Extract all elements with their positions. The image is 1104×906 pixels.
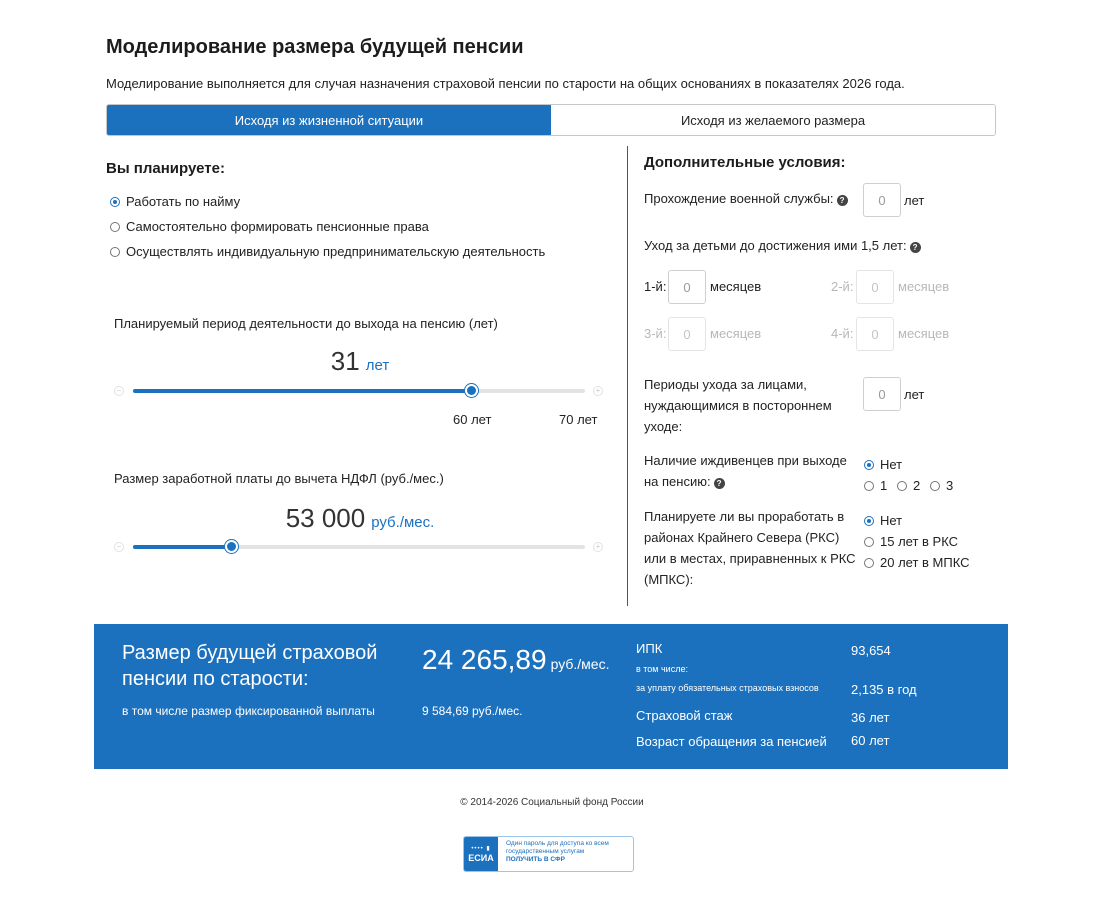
north-label-line-3: или в местах, приравненных к РКС (644, 551, 856, 566)
period-increment-button[interactable]: + (593, 386, 603, 396)
radio-north-none[interactable] (864, 516, 874, 526)
dependents-option-1-label: 1 (880, 478, 888, 493)
option-self-forming[interactable] (110, 219, 429, 234)
period-slider-handle[interactable] (465, 384, 478, 397)
fixed-payment-label: в том числе размер фиксированной выплаты (122, 704, 375, 718)
pension-amount-unit: руб./мес. (550, 656, 610, 672)
north-label-line-4: (МПКС): (644, 572, 694, 587)
fixed-payment-value: 9 584,69 руб./мес. (422, 704, 523, 718)
radio-entrepreneur[interactable] (110, 247, 120, 257)
children-label-text: Уход за детьми до достижения ими 1,5 лет: (644, 238, 907, 253)
ipk-label: ИПК (636, 641, 663, 656)
child-1-label: 1-й: (644, 279, 667, 294)
dependents-option-none-label: Нет (880, 457, 903, 472)
north-label-line-1: Планируете ли вы проработать в (644, 509, 845, 524)
esia-text (498, 837, 609, 871)
radio-employment[interactable] (110, 197, 120, 207)
dependents-label-line-1: Наличие иждивенцев при выходе (644, 453, 847, 468)
stazh-label: Страховой стаж (636, 708, 733, 723)
dependents-label-line-2-text: на пенсию: (644, 474, 711, 489)
esia-line-3: ПОЛУЧИТЬ В СФР (506, 856, 565, 863)
period-marker-60: 60 лет (453, 412, 492, 427)
child-4-unit: месяцев (898, 326, 950, 341)
dependents-option-none[interactable] (864, 457, 902, 472)
radio-self-forming[interactable] (110, 222, 120, 232)
military-unit: лет (904, 193, 925, 208)
lock-icon: •••• ▮ (471, 846, 491, 852)
dependents-option-2[interactable] (897, 478, 920, 493)
pension-amount: 24 265,89 (422, 644, 547, 675)
period-value: 31 (330, 346, 360, 376)
dependents-option-2-label: 2 (913, 478, 921, 493)
option-employment-label: Работать по найму (126, 194, 241, 209)
dependents-option-3[interactable] (930, 478, 953, 493)
salary-unit: руб./мес. (371, 514, 435, 531)
dependents-option-1[interactable] (864, 478, 887, 493)
period-unit: лет (365, 357, 390, 374)
child-2-label: 2-й: (831, 279, 854, 294)
child-2-unit: месяцев (898, 279, 950, 294)
child-3-unit: месяцев (710, 326, 762, 341)
children-label (644, 238, 921, 253)
radio-north-rks[interactable] (864, 537, 874, 547)
child-3-input[interactable] (668, 317, 706, 351)
result-title-line-1: Размер будущей страховой (122, 642, 378, 664)
north-option-none-label: Нет (880, 513, 903, 528)
plans-heading: Вы планируете: (106, 160, 225, 177)
salary-slider-fill (133, 545, 232, 549)
tab-life-situation[interactable]: Исходя из жизненной ситуации (107, 105, 551, 135)
child-1-input[interactable] (668, 270, 706, 304)
option-employment[interactable] (110, 194, 240, 209)
care-unit: лет (904, 387, 925, 402)
esia-banner[interactable] (463, 836, 634, 872)
period-marker-70: 70 лет (559, 412, 598, 427)
north-label-line-2: районах Крайнего Севера (РКС) (644, 530, 840, 545)
salary-label: Размер заработной платы до вычета НДФЛ (руб./мес.) (114, 471, 444, 486)
dependents-option-3-label: 3 (946, 478, 954, 493)
option-entrepreneur[interactable] (110, 244, 545, 259)
radio-dependents-1[interactable] (864, 481, 874, 491)
help-icon[interactable]: ? (910, 242, 921, 253)
tab-desired-size[interactable]: Исходя из желаемого размера (551, 105, 995, 135)
military-label-text: Прохождение военной службы: (644, 191, 834, 206)
mode-tabs (106, 104, 996, 136)
military-label (644, 191, 848, 206)
salary-decrement-button[interactable]: − (114, 542, 124, 552)
period-decrement-button[interactable]: − (114, 386, 124, 396)
esia-logo-text: ЕСИА (468, 853, 494, 863)
column-divider (627, 146, 628, 606)
north-option-mpks-label: 20 лет в МПКС (880, 555, 970, 570)
child-4-input[interactable] (856, 317, 894, 351)
page-title: Моделирование размера будущей пенсии (106, 36, 524, 58)
military-input[interactable] (863, 183, 901, 217)
stazh-value: 36 лет (851, 710, 890, 725)
north-option-mpks[interactable] (864, 555, 970, 570)
child-1-unit: месяцев (710, 279, 762, 294)
contributions-value: 2,135 в год (851, 682, 917, 697)
care-label-line-1: Периоды ухода за лицами, (644, 377, 807, 392)
result-title-line-2: пенсии по старости: (122, 668, 309, 690)
care-label-line-2: нуждающимися в постороннем (644, 398, 832, 413)
child-2-input[interactable] (856, 270, 894, 304)
period-label: Планируемый период деятельности до выхода на пенсию (лет) (114, 316, 498, 331)
option-entrepreneur-label: Осуществлять индивидуальную предпринимательскую деятельность (126, 244, 546, 259)
conditions-heading: Дополнительные условия: (644, 154, 846, 171)
esia-line-1: Один пароль для доступа ко всем (506, 840, 609, 847)
page-subtitle: Моделирование выполняется для случая назначения страховой пенсии по старости на общих основаниях в показателях 2026 года. (106, 76, 905, 91)
child-4-label: 4-й: (831, 326, 854, 341)
age-label: Возраст обращения за пенсией (636, 734, 827, 749)
ipk-value: 93,654 (851, 643, 891, 658)
care-input[interactable] (863, 377, 901, 411)
north-option-rks-label: 15 лет в РКС (880, 534, 959, 549)
help-icon[interactable]: ? (837, 195, 848, 206)
result-panel (94, 624, 1008, 769)
child-3-label: 3-й: (644, 326, 667, 341)
radio-dependents-2[interactable] (897, 481, 907, 491)
esia-logo (464, 837, 498, 871)
radio-north-mpks[interactable] (864, 558, 874, 568)
dependents-label-line-2 (644, 474, 725, 489)
age-value: 60 лет (851, 733, 890, 748)
north-option-rks[interactable] (864, 534, 958, 549)
period-value-display (0, 346, 720, 377)
salary-value-display (0, 503, 720, 534)
option-self-forming-label: Самостоятельно формировать пенсионные права (126, 219, 429, 234)
contributions-label: за уплату обязательных страховых взносов (636, 683, 819, 693)
period-slider-fill (133, 389, 472, 393)
pension-amount-display (422, 644, 609, 676)
radio-dependents-none[interactable] (864, 460, 874, 470)
salary-value: 53 000 (285, 503, 366, 533)
esia-line-2: государственным услугам (506, 848, 585, 855)
salary-slider-handle[interactable] (225, 540, 238, 553)
footer-copyright: © 2014-2026 Социальный фонд России (460, 797, 644, 808)
radio-dependents-3[interactable] (930, 481, 940, 491)
ipk-including-label: в том числе: (636, 664, 688, 674)
north-option-none[interactable] (864, 513, 902, 528)
help-icon[interactable]: ? (714, 478, 725, 489)
care-label-line-3: уходе: (644, 419, 683, 434)
salary-increment-button[interactable]: + (593, 542, 603, 552)
